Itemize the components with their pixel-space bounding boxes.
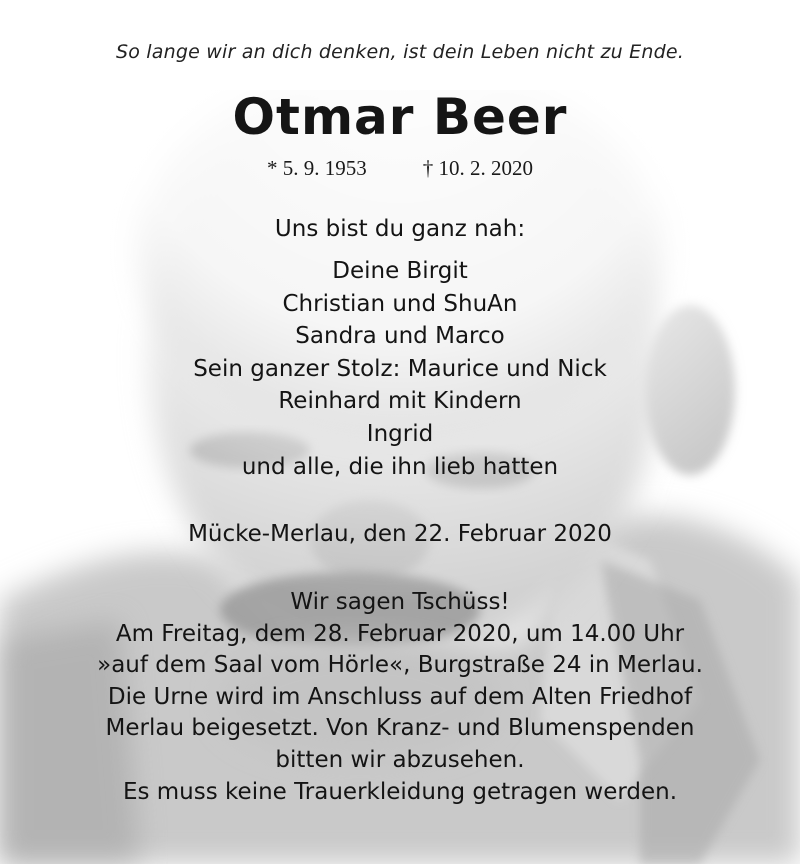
deceased-name: Otmar Beer (232, 88, 568, 146)
mourner-line: Christian und ShuAn (282, 290, 518, 317)
intro-line (0, 213, 800, 246)
funeral-line: Die Urne wird im Anschluss auf dem Alten Friedhof (107, 683, 693, 710)
funeral-line: Es muss keine Trauerkleidung getragen werden. (122, 778, 678, 805)
funeral-line: bitten wir abzusehen. (275, 746, 525, 773)
motto-quote: So lange wir an dich denken, ist dein Leben nicht zu Ende. (115, 41, 685, 63)
funeral-line: Wir sagen Tschüss! (290, 589, 510, 615)
funeral-line: Merlau beigesetzt. Von Kranz- und Blumenspenden (105, 715, 695, 742)
death-date: † 10. 2. 2020 (422, 156, 533, 180)
intro-text: Uns bist du ganz nah: (274, 216, 526, 242)
mourner-line: Sein ganzer Stolz: Maurice und Nick (193, 355, 607, 382)
funeral-line: »auf dem Saal vom Hörle«, Burgstraße 24 in Merlau. (97, 652, 703, 679)
mourners-list (0, 255, 800, 483)
mourner-line: und alle, die ihn lieb hatten (241, 453, 559, 480)
mourner-line: Reinhard mit Kindern (278, 388, 522, 415)
life-dates (0, 156, 800, 181)
mourner-line: Ingrid (366, 420, 434, 447)
funeral-line: Am Freitag, dem 28. Februar 2020, um 14.00 Uhr (115, 620, 685, 647)
funeral-information (0, 587, 800, 808)
mourner-line: Deine Birgit (332, 258, 468, 284)
place-and-date (0, 518, 800, 551)
birth-date: * 5. 9. 1953 (267, 156, 367, 180)
mourner-line: Sandra und Marco (295, 323, 505, 350)
place-date-text: Mücke-Merlau, den 22. Februar 2020 (188, 521, 612, 547)
